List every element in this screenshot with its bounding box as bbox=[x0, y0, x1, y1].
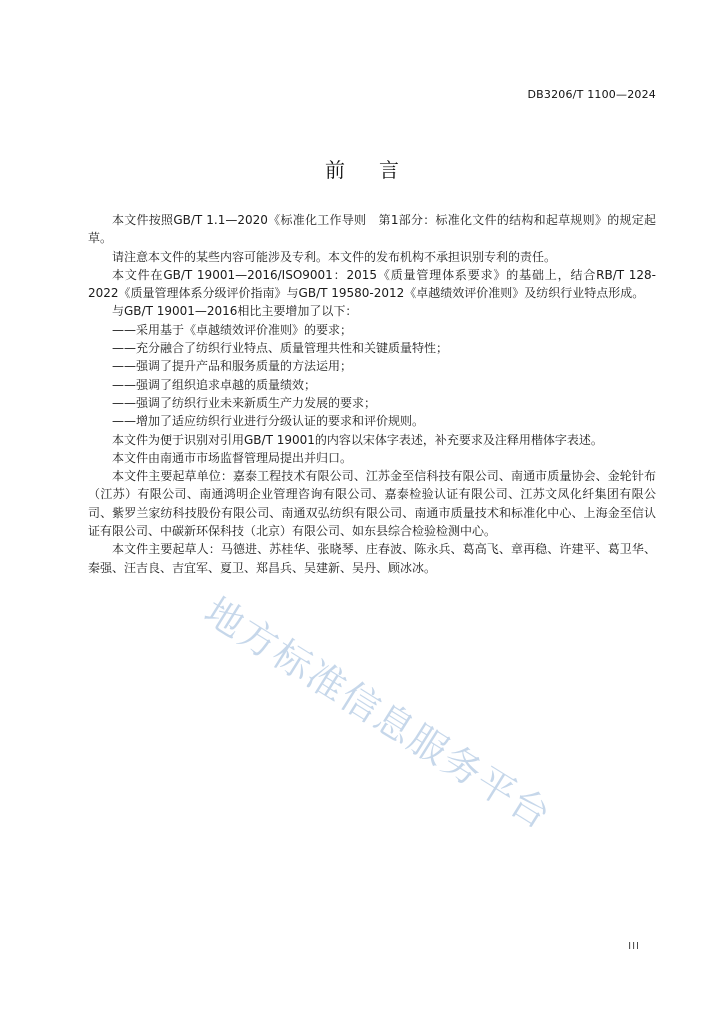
document-code: DB3206/T 1100—2024 bbox=[527, 88, 656, 101]
paragraph-drafters: 本文件主要起草人：马德进、苏桂华、张晓琴、庄春波、陈永兵、葛高飞、章再稳、许建平、葛卫华、秦强、汪吉良、吉宜军、夏卫、郑昌兵、吴建新、吴丹、顾冰冰。 bbox=[88, 542, 656, 575]
list-item: ——增加了适应纺织行业进行分级认证的要求和评价规则。 bbox=[112, 414, 425, 429]
list-item: ——强调了提升产品和服务质量的方法运用； bbox=[112, 359, 353, 374]
paragraph-drafting-units: 本文件主要起草单位：嘉泰工程技术有限公司、江苏金至信科技有限公司、南通市质量协会、金轮针布（江苏）有限公司、南通鸿明企业管理咨询有限公司、嘉泰检验认证有限公司、江苏文凤化纤集团有限公司、紫罗兰家纺科技股份有限公司、南通双弘纺织有限公司、南通市质量技术和标准化中心、上海金至信认证有限公司、中碳新环保科技（北京）有限公司、如东县综合检验检测中心。 bbox=[88, 469, 656, 539]
paragraph-drafting-rule: 本文件按照GB/T 1.1—2020《标准化工作导则 第1部分：标准化文件的结构和起草规则》的规定起草。 bbox=[88, 213, 656, 246]
list-item: ——强调了组织追求卓越的质量绩效； bbox=[112, 377, 317, 392]
list-item: ——强调了纺织行业未来新质生产力发展的要求； bbox=[112, 395, 377, 410]
paragraph-font-note: 本文件为便于识别对引用GB/T 19001的内容以宋体字表述，补充要求及注释用楷体字表述。 bbox=[112, 432, 603, 447]
page-title: 前言 bbox=[325, 158, 433, 182]
paragraph-proposer: 本文件由南通市市场监督管理局提出并归口。 bbox=[112, 450, 353, 465]
page-number: III bbox=[628, 941, 640, 952]
watermark: 地方标准信息服务平台 bbox=[196, 588, 560, 839]
list-item: ——采用基于《卓越绩效评价准则》的要求； bbox=[112, 322, 353, 337]
paragraph-basis: 本文件在GB/T 19001—2016/ISO9001：2015《质量管理体系要求》的基础上，结合RB/T 128-2022《质量管理体系分级评价指南》与GB/T 19580-2012《卓越绩效评价准则》及纺织行业特点形成。 bbox=[88, 267, 656, 301]
list-item: ——充分融合了纺织行业特点、质量管理共性和关键质量特性； bbox=[112, 341, 449, 356]
paragraph-patent-notice: 请注意本文件的某些内容可能涉及专利。本文件的发布机构不承担识别专利的责任。 bbox=[112, 249, 557, 264]
foreword-body bbox=[88, 211, 656, 577]
paragraph-changes-intro: 与GB/T 19001—2016相比主要增加了以下： bbox=[112, 304, 358, 319]
